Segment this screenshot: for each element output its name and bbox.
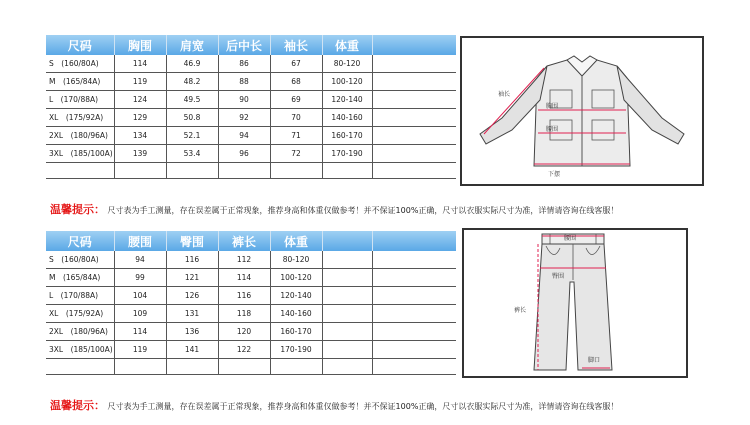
cell-hip: 131 — [166, 305, 218, 323]
cell-blank — [372, 341, 456, 359]
cell-pants-length: 120 — [218, 323, 270, 341]
sleeve-label: 袖长 — [498, 91, 511, 98]
cell-chest: 124 — [114, 91, 166, 109]
sizing-notice — [50, 201, 618, 217]
cell-pants-length: 118 — [218, 305, 270, 323]
pants-illustration — [464, 230, 686, 376]
cell-sleeve: 70 — [270, 109, 322, 127]
table-row — [46, 287, 456, 305]
cell-size: XL (175/92A) — [46, 109, 114, 127]
jacket-illustration — [462, 38, 702, 184]
cell-sleeve: 69 — [270, 91, 322, 109]
header-shoulder: 肩宽 — [166, 35, 218, 55]
cell-weight: 140-160 — [270, 305, 322, 323]
cell-pants-length: 122 — [218, 341, 270, 359]
table-row — [46, 55, 456, 73]
cell-blank — [372, 287, 456, 305]
header-back-length: 后中长 — [218, 35, 270, 55]
cell-sleeve: 67 — [270, 55, 322, 73]
waist-label: 腰围 — [564, 235, 577, 242]
cell-shoulder: 50.8 — [166, 109, 218, 127]
header-weight: 体重 — [322, 35, 372, 55]
pants-length-label: 裤长 — [514, 307, 527, 314]
cell-chest: 119 — [114, 73, 166, 91]
jacket-table-header — [46, 35, 456, 55]
cell-blank — [372, 145, 456, 163]
sizing-notice — [50, 397, 618, 413]
cell-chest: 114 — [114, 55, 166, 73]
blank-row — [46, 359, 456, 375]
cell-blank — [372, 73, 456, 91]
cell-sleeve: 71 — [270, 127, 322, 145]
cell-waist: 94 — [114, 251, 166, 269]
cell-chest: 134 — [114, 127, 166, 145]
cell-blank — [322, 287, 372, 305]
cell-size: XL (175/92A) — [46, 305, 114, 323]
cell-size: 2XL (180/96A) — [46, 127, 114, 145]
cell-size: 3XL (185/100A) — [46, 145, 114, 163]
header-weight: 体重 — [270, 231, 322, 251]
cell-weight: 170-190 — [270, 341, 322, 359]
cell-weight: 120-140 — [322, 91, 372, 109]
header-chest: 胸围 — [114, 35, 166, 55]
cell-weight: 120-140 — [270, 287, 322, 305]
cell-blank — [372, 109, 456, 127]
cell-weight: 160-170 — [270, 323, 322, 341]
chest-label: 胸围 — [546, 103, 559, 110]
table-row — [46, 323, 456, 341]
cell-size: M (165/84A) — [46, 269, 114, 287]
cell-shoulder: 53.4 — [166, 145, 218, 163]
cell-blank — [322, 305, 372, 323]
table-row — [46, 127, 456, 145]
cell-shoulder: 46.9 — [166, 55, 218, 73]
cell-blank — [372, 91, 456, 109]
cell-back-length: 90 — [218, 91, 270, 109]
cell-waist: 109 — [114, 305, 166, 323]
cell-waist: 99 — [114, 269, 166, 287]
table-row — [46, 341, 456, 359]
table-row — [46, 251, 456, 269]
header-blank — [372, 231, 456, 251]
cell-blank — [322, 323, 372, 341]
header-blank — [322, 231, 372, 251]
cell-size: M (165/84A) — [46, 73, 114, 91]
cell-size: 2XL (180/96A) — [46, 323, 114, 341]
leg-opening-label: 脚口 — [588, 357, 601, 364]
cell-hip: 136 — [166, 323, 218, 341]
cell-waist: 119 — [114, 341, 166, 359]
cell-hip: 121 — [166, 269, 218, 287]
notice-label: 温馨提示： — [50, 399, 105, 412]
table-row — [46, 73, 456, 91]
header-hip: 臀围 — [166, 231, 218, 251]
cell-chest: 129 — [114, 109, 166, 127]
cell-shoulder: 48.2 — [166, 73, 218, 91]
cell-blank — [372, 127, 456, 145]
header-blank — [372, 35, 456, 55]
cell-size: S (160/80A) — [46, 55, 114, 73]
cell-sleeve: 72 — [270, 145, 322, 163]
cell-size: L (170/88A) — [46, 91, 114, 109]
cell-blank — [372, 269, 456, 287]
cell-weight: 170-190 — [322, 145, 372, 163]
header-sleeve: 袖长 — [270, 35, 322, 55]
waist-label: 腰围 — [546, 126, 559, 133]
cell-chest: 139 — [114, 145, 166, 163]
table-row — [46, 305, 456, 323]
notice-text: 尺寸表为手工测量，存在误差属于正常现象，推荐身高和体重仅做参考！并不保证100%正确，尺寸以衣服实际尺寸为准，详情请咨询在线客服！ — [107, 402, 619, 411]
notice-label: 温馨提示： — [50, 203, 105, 216]
cell-blank — [372, 323, 456, 341]
cell-pants-length: 114 — [218, 269, 270, 287]
cell-blank — [322, 341, 372, 359]
cell-back-length: 92 — [218, 109, 270, 127]
cell-size: L (170/88A) — [46, 287, 114, 305]
cell-waist: 104 — [114, 287, 166, 305]
cell-blank — [322, 251, 372, 269]
cell-shoulder: 52.1 — [166, 127, 218, 145]
cell-weight: 100-120 — [322, 73, 372, 91]
hem-label: 下摆 — [548, 171, 561, 178]
cell-weight: 160-170 — [322, 127, 372, 145]
cell-blank — [372, 55, 456, 73]
header-size: 尺码 — [46, 35, 114, 55]
cell-blank — [372, 305, 456, 323]
cell-pants-length: 116 — [218, 287, 270, 305]
cell-blank — [322, 269, 372, 287]
cell-hip: 141 — [166, 341, 218, 359]
jacket-measurement-diagram — [460, 36, 704, 186]
cell-hip: 116 — [166, 251, 218, 269]
table-row — [46, 91, 456, 109]
table-row — [46, 109, 456, 127]
table-row — [46, 269, 456, 287]
header-pants-length: 裤长 — [218, 231, 270, 251]
cell-size: S (160/80A) — [46, 251, 114, 269]
header-waist: 腰围 — [114, 231, 166, 251]
table-row — [46, 145, 456, 163]
pants-table-header — [46, 231, 456, 251]
cell-back-length: 96 — [218, 145, 270, 163]
cell-weight: 80-120 — [270, 251, 322, 269]
cell-shoulder: 49.5 — [166, 91, 218, 109]
cell-sleeve: 68 — [270, 73, 322, 91]
cell-hip: 126 — [166, 287, 218, 305]
hip-label: 臀围 — [552, 273, 565, 280]
blank-row — [46, 163, 456, 179]
cell-waist: 114 — [114, 323, 166, 341]
jacket-size-table — [46, 35, 456, 179]
cell-weight: 80-120 — [322, 55, 372, 73]
pants-size-table — [46, 231, 456, 375]
notice-text: 尺寸表为手工测量，存在误差属于正常现象，推荐身高和体重仅做参考！并不保证100%正确，尺寸以衣服实际尺寸为准，详情请咨询在线客服！ — [107, 206, 619, 215]
header-size: 尺码 — [46, 231, 114, 251]
cell-blank — [372, 251, 456, 269]
cell-back-length: 94 — [218, 127, 270, 145]
cell-back-length: 86 — [218, 55, 270, 73]
cell-pants-length: 112 — [218, 251, 270, 269]
cell-weight: 100-120 — [270, 269, 322, 287]
cell-weight: 140-160 — [322, 109, 372, 127]
cell-back-length: 88 — [218, 73, 270, 91]
pants-measurement-diagram — [462, 228, 688, 378]
cell-size: 3XL (185/100A) — [46, 341, 114, 359]
